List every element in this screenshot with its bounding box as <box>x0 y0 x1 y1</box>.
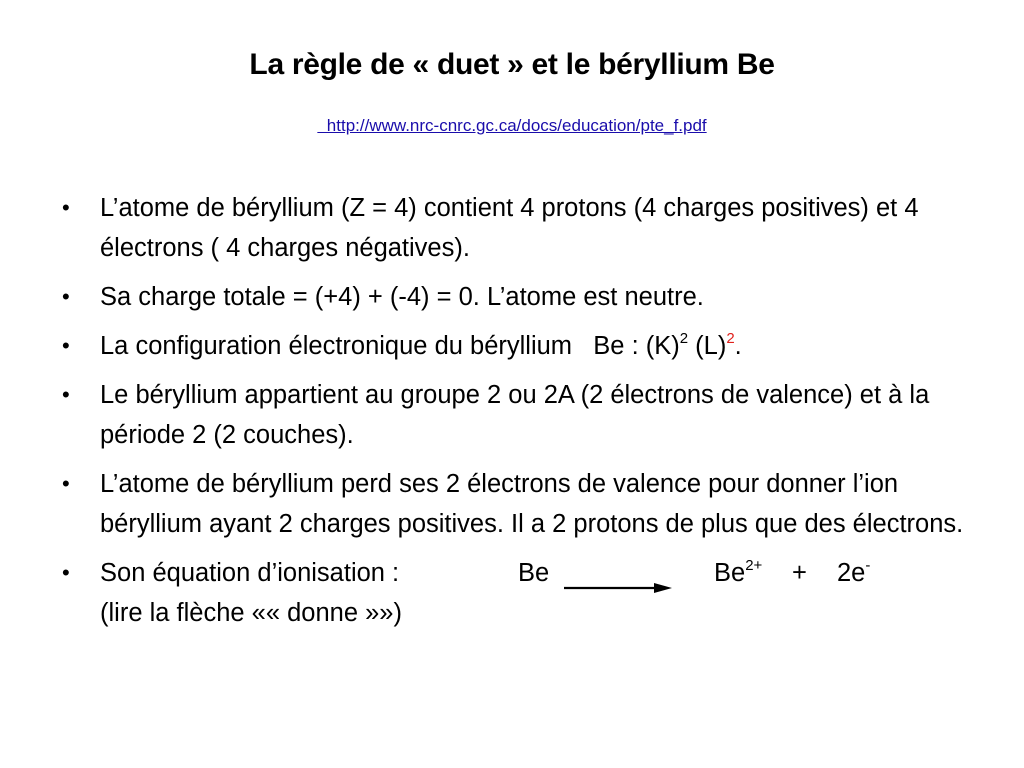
bullet-text: L’atome de béryllium perd ses 2 électrons de valence pour donner l’ion béryllium ayant 2 charges positives. Il a 2 protons de plus que des électrons. <box>100 470 964 538</box>
bullet-item-atom-composition <box>60 188 970 268</box>
bullet-text: L’atome de béryllium (Z = 4) contient 4 protons (4 charges positives) et 4 électrons ( 4 charges négatives). <box>100 194 919 262</box>
source-link[interactable]: http://www.nrc-cnrc.gc.ca/docs/education/pte_f.pdf <box>317 116 707 135</box>
product-symbol: Be <box>714 559 746 587</box>
electron-charge: - <box>865 557 871 574</box>
equation-row <box>100 553 970 593</box>
equation-electrons <box>837 553 870 593</box>
bullet-icon: • <box>62 333 70 358</box>
equation-reactant: Be <box>518 559 550 587</box>
l-shell-exponent: 2 <box>726 330 735 347</box>
k-shell-exponent: 2 <box>679 330 689 347</box>
equation-plus: + <box>792 559 807 587</box>
slide-title: La règle de « duet » et le béryllium Be <box>249 48 775 81</box>
equation-product <box>714 553 762 593</box>
config-mid: (L) <box>688 332 727 360</box>
bullet-text: Le béryllium appartient au groupe 2 ou 2A (2 électrons de valence) et à la période 2 (2 couches). <box>100 381 930 449</box>
bullet-icon: • <box>62 284 70 309</box>
bullet-icon: • <box>62 471 70 496</box>
equation-label: Son équation d’ionisation : <box>100 559 400 587</box>
product-charge: 2+ <box>745 557 763 574</box>
bullet-item-configuration <box>60 326 970 366</box>
bullet-icon: • <box>62 382 70 407</box>
bullet-item-ionization-equation <box>60 553 970 633</box>
equation-note: (lire la flèche «« donne »») <box>100 599 402 627</box>
config-end: . <box>734 332 742 360</box>
bullet-item-ion-formation <box>60 464 970 544</box>
bullet-list <box>60 188 970 642</box>
config-prefix: La configuration électronique du béryllium Be : (K) <box>100 332 680 360</box>
reaction-arrow-icon <box>564 567 674 607</box>
source-link-container <box>0 116 1024 136</box>
bullet-icon: • <box>62 195 70 220</box>
bullet-icon: • <box>62 560 70 585</box>
bullet-text <box>100 332 742 360</box>
bullet-item-group-period <box>60 375 970 455</box>
bullet-text: Sa charge totale = (+4) + (-4) = 0. L’atome est neutre. <box>100 283 704 311</box>
bullet-item-total-charge <box>60 277 970 317</box>
electron-symbol: 2e <box>837 559 866 587</box>
